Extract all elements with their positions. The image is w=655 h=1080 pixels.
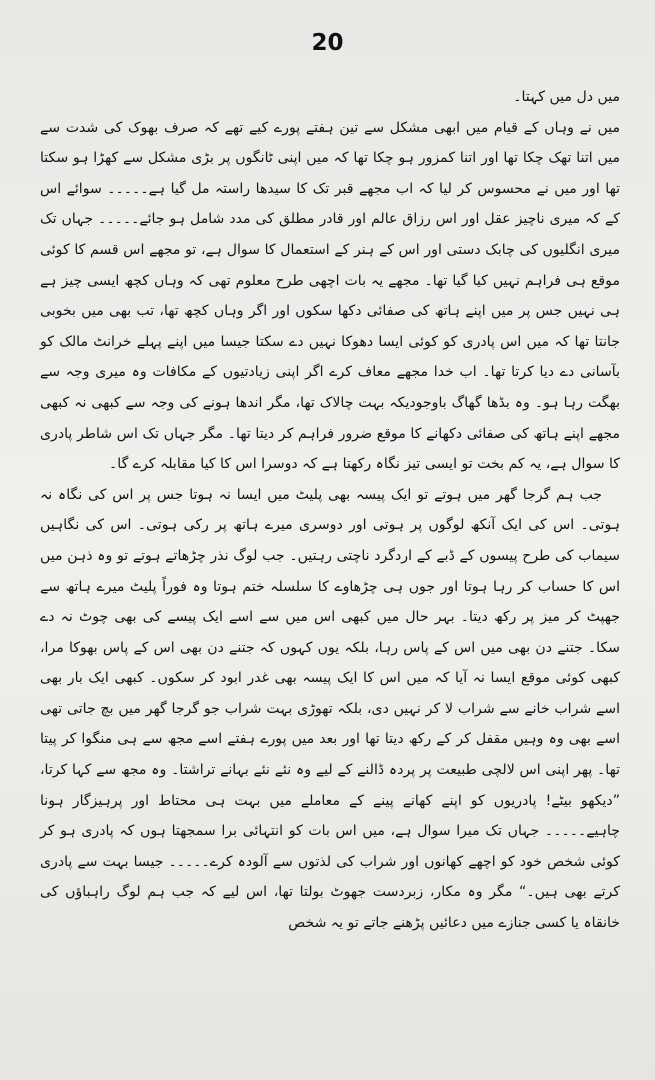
paragraph-3: جب ہم گرجا گھر میں ہوتے تو ایک پیسہ بھی پلیٹ میں ایسا نہ ہوتا جس پر اس کی نگاہ نہ ہوتی۔ اس کی ایک آنکھ لوگوں پر ہوتی اور دوسری میرے ہاتھ پر رکی ہوتی۔ اس کی نگاہیں سیماب کی طرح پیسوں کے ڈبے کے اردگرد ناچتی رہتیں۔ جب لوگ نذر چڑھاتے ہوتے تو وہ ذہن میں اس کا حساب کر رہا ہوتا اور جوں ہی چڑھاوے کا سلسلہ ختم ہوتا وہ فوراً پلیٹ میرے ہاتھ سے جھپٹ کر میز پر رکھ دیتا۔ بہر حال میں کبھی اس میں سے اسے ایک پیسے کی بھی چوٹ نہ دے سکا۔ جتنے دن بھی میں اس کے پاس رہا، بلکہ یوں کہوں کہ جتنے دن بھی اس کے پاس بھوکا مرا، کبھی کوئی موقع ایسا نہ آیا کہ میں اس کا ایک پیسہ بھی غدر ابود کر سکوں۔ کبھی ایک بار بھی اسے شراب خانے سے شراب لا کر نہیں دی، بلکہ تھوڑی بہت شراب جو گرجا گھر میں بچ جاتی تھی اسے بھی وہ وہیں مقفل کر کے رکھ دیتا تھا اور بعد میں پورے ہفتے اسے مجھ سے ہی منگوا کر پیتا تھا۔ پھر اپنی اس لالچی طبیعت پر پردہ ڈالنے کے لیے وہ نئے نئے بہانے تراشتا۔ وہ مجھ سے کہا کرتا، ”دیکھو بیٹے! پادریوں کو اپنے کھانے پینے کے معاملے میں بہت ہی محتاط اور پرہیزگار ہونا چاہیے۔۔۔۔۔ جہاں تک میرا سوال ہے، میں اس بات کو انتہائی برا سمجھتا ہوں کہ پادری ہو کر کوئی شخص خود کو اچھے کھانوں اور شراب کی لذتوں سے آلودہ کرے۔۔۔۔۔ جیسا بہت سے پادری کرتے بھی ہیں۔“ مگر وہ مکار، زبردست جھوٹ بولتا تھا، اس لیے کہ جب ہم لوگ راہباؤں کی خانقاہ یا کسی جنازے میں دعائیں پڑھنے جاتے تو یہ شخص bbox=[40, 486, 620, 932]
page-number: 20 bbox=[311, 30, 344, 56]
paragraph-2: میں نے وہاں کے قیام میں ابھی مشکل سے تین ہفتے پورے کیے تھے کہ صرف بھوک کی شدت سے میں اتنا تھک چکا تھا اور اتنا کمزور ہو چکا تھا کہ میں اپنی ٹانگوں پر بڑی مشکل سے کھڑا ہو سکتا تھا اور میں نے محسوس کر لیا کہ اب مجھے قبر تک کا سیدھا راستہ مل گیا ہے۔۔۔۔۔ سوائے اس کے کہ میری ناچیز عقل اور اس رزاق عالم اور قادر مطلق کی مدد شامل ہو جائے۔۔۔۔۔ جہاں تک میری انگلیوں کی چابک دستی اور اس کے ہنر کے استعمال کا سوال ہے، تو مجھے اس قسم کا کوئی موقع ہی فراہم نہیں کیا گیا تھا۔ مجھے یہ بات اچھی طرح معلوم تھی کہ وہاں کچھ ایسی چیز ہے ہی نہیں جس پر میں اپنے ہاتھ کی صفائی دکھا سکوں اور اگر وہاں کچھ تھا، تب بھی میں بخوبی جانتا تھا کہ میں اس پادری کو کوئی ایسا دھوکا نہیں دے سکتا جیسا میں اپنے پہلے خرانٹ مالک کو بآسانی دے دیا کرتا تھا۔ اب خدا مجھے معاف کرے اگر اپنی زیادتیوں کے مکافات وہ میری وجہ سے بھگت رہا ہو۔ وہ بڈھا گھاگ باوجودیکہ بہت چالاک تھا، مگر اندھا ہونے کی وجہ سے کبھی نہ کبھی مجھے اپنے ہاتھ کی صفائی دکھانے کا موقع ضرور فراہم کر دیتا تھا۔ مگر جہاں تک اس شاطر پادری کا سوال ہے، یہ کم بخت تو ایسی تیز نگاہ رکھتا ہے کہ دوسرا اس کا کیا مقابلہ کرے گا۔ bbox=[40, 119, 620, 473]
paragraph-1: میں دل میں کہتا۔ bbox=[513, 89, 620, 105]
body-text bbox=[40, 82, 620, 939]
